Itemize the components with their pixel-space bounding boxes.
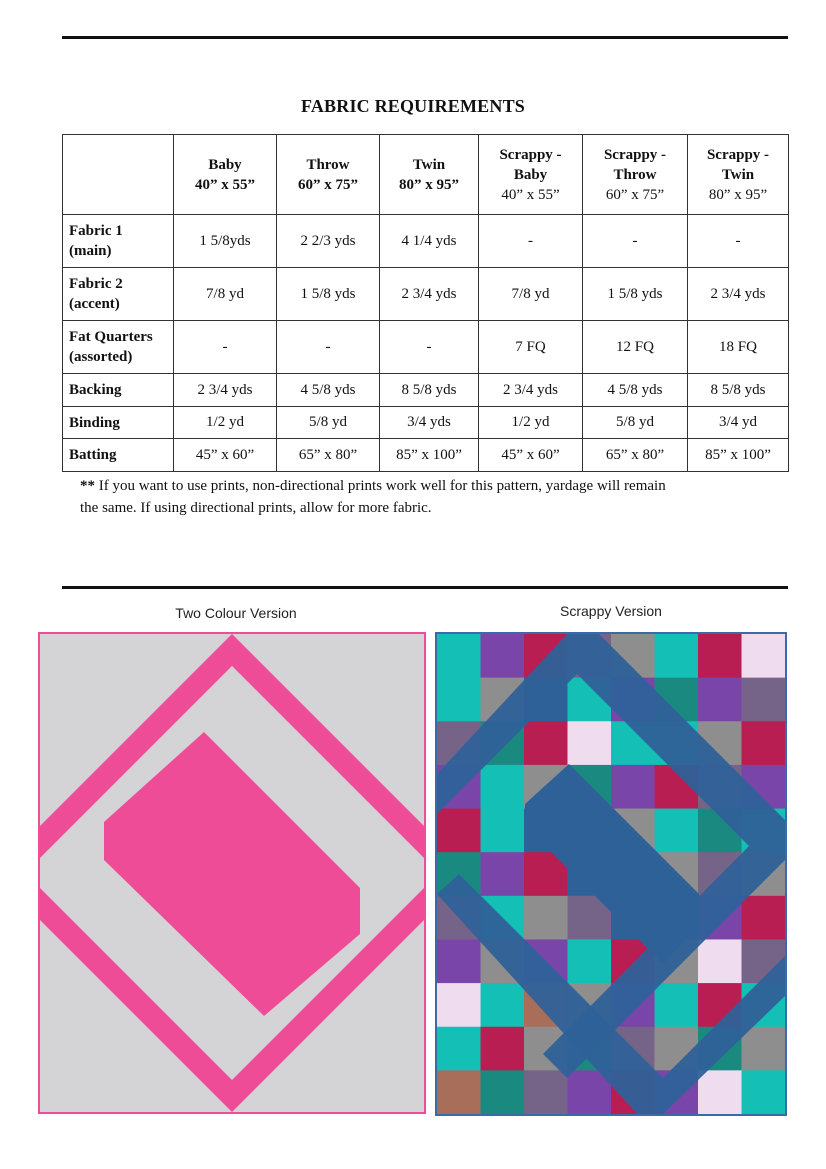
table-cell: 7 FQ (479, 321, 583, 374)
top-divider (62, 36, 788, 39)
table-cell: 85” x 100” (688, 439, 789, 472)
scrappy-patch (524, 721, 568, 765)
scrappy-patch (611, 765, 655, 809)
scrappy-patch (742, 896, 786, 940)
table-cell: 45” x 60” (479, 439, 583, 472)
table-cell: 2 3/4 yds (479, 374, 583, 407)
row-label: Fabric 2 (accent) (63, 268, 174, 321)
table-cell: 12 FQ (583, 321, 688, 374)
scrappy-patch (698, 1070, 742, 1114)
scrappy-patch (437, 939, 481, 983)
table-cell: - (380, 321, 479, 374)
table-cell: 5/8 yd (277, 407, 380, 439)
scrappy-patch (655, 983, 699, 1027)
table-cell: 18 FQ (688, 321, 789, 374)
table-cell: 4 1/4 yds (380, 215, 479, 268)
row-label: Fat Quarters (assorted) (63, 321, 174, 374)
prints-note (80, 475, 760, 519)
scrappy-patch (698, 678, 742, 722)
header-baby: Baby 40” x 55” (174, 135, 277, 215)
table-cell: 7/8 yd (479, 268, 583, 321)
table-cell: 85” x 100” (380, 439, 479, 472)
row-label: Fabric 1 (main) (63, 215, 174, 268)
scrappy-patch (437, 1027, 481, 1071)
fabric-requirements-table (62, 134, 789, 472)
scrappy-patch (481, 1027, 525, 1071)
table-cell: 1 5/8 yds (583, 268, 688, 321)
table-cell: 4 5/8 yds (583, 374, 688, 407)
scrappy-patch (481, 634, 525, 678)
table-cell: 65” x 80” (583, 439, 688, 472)
scrappy-patch (698, 939, 742, 983)
two-colour-caption: Two Colour Version (175, 605, 297, 621)
table-row-backing (63, 374, 789, 407)
scrappy-patch (437, 634, 481, 678)
scrappy-quilt-svg (437, 634, 785, 1114)
page-title: FABRIC REQUIREMENTS (301, 96, 525, 116)
table-row-fabric-1 (63, 215, 789, 268)
table-cell: 2 2/3 yds (277, 215, 380, 268)
header-scrappy-baby: Scrappy - Baby 40” x 55” (479, 135, 583, 215)
note-line-2: the same. If using directional prints, allow for more fabric. (80, 500, 432, 516)
table-cell: 2 3/4 yds (174, 374, 277, 407)
row-label: Batting (63, 439, 174, 472)
table-row-binding (63, 407, 789, 439)
table-cell: 1/2 yd (174, 407, 277, 439)
scrappy-patch (568, 939, 612, 983)
scrappy-patch (481, 1070, 525, 1114)
table-cell: 2 3/4 yds (380, 268, 479, 321)
header-twin: Twin 80” x 95” (380, 135, 479, 215)
header-scrappy-twin: Scrappy - Twin 80” x 95” (688, 135, 789, 215)
table-row-batting (63, 439, 789, 472)
scrappy-patch (742, 721, 786, 765)
table-cell: - (479, 215, 583, 268)
note-line-1: If you want to use prints, non-directional prints work well for this pattern, yardage will remain (98, 478, 666, 494)
scrappy-patch (437, 678, 481, 722)
row-label: Backing (63, 374, 174, 407)
scrappy-patch (742, 634, 786, 678)
table-cell: 4 5/8 yds (277, 374, 380, 407)
scrappy-patch (524, 896, 568, 940)
table-cell: 2 3/4 yds (688, 268, 789, 321)
scrappy-patch (437, 983, 481, 1027)
table-row-fat-quarters (63, 321, 789, 374)
header-scrappy-throw: Scrappy - Throw 60” x 75” (583, 135, 688, 215)
table-cell: 8 5/8 yds (688, 374, 789, 407)
scrappy-patch (481, 765, 525, 809)
table-cell: 1/2 yd (479, 407, 583, 439)
two-colour-quilt-image (38, 632, 426, 1114)
header-throw: Throw 60” x 75” (277, 135, 380, 215)
table-cell: 8 5/8 yds (380, 374, 479, 407)
table-cell: - (583, 215, 688, 268)
scrappy-patch (481, 983, 525, 1027)
row-label: Binding (63, 407, 174, 439)
table-cell: - (277, 321, 380, 374)
scrappy-patch (655, 634, 699, 678)
section-divider (62, 586, 788, 589)
table-cell: 1 5/8yds (174, 215, 277, 268)
table-cell: 65” x 80” (277, 439, 380, 472)
scrappy-patch (437, 1070, 481, 1114)
scrappy-patch (524, 1070, 568, 1114)
table-cell: 3/4 yd (688, 407, 789, 439)
table-cell: 7/8 yd (174, 268, 277, 321)
scrappy-patch (481, 852, 525, 896)
table-row-fabric-2 (63, 268, 789, 321)
table-header-row (63, 135, 789, 215)
two-colour-quilt-svg (40, 634, 424, 1112)
scrappy-patch (568, 721, 612, 765)
scrappy-patch (698, 634, 742, 678)
note-marker: ** (80, 478, 95, 494)
scrappy-caption: Scrappy Version (560, 603, 662, 619)
scrappy-patch (481, 809, 525, 853)
scrappy-patch (655, 809, 699, 853)
table-cell: 5/8 yd (583, 407, 688, 439)
header-empty-cell (63, 135, 174, 215)
table-cell: - (688, 215, 789, 268)
scrappy-patch (742, 1027, 786, 1071)
table-cell: 1 5/8 yds (277, 268, 380, 321)
table-cell: 45” x 60” (174, 439, 277, 472)
scrappy-patch (742, 1070, 786, 1114)
scrappy-patch (437, 809, 481, 853)
scrappy-quilt-image (435, 632, 787, 1116)
table-cell: 3/4 yds (380, 407, 479, 439)
table-cell: - (174, 321, 277, 374)
scrappy-patch (742, 678, 786, 722)
